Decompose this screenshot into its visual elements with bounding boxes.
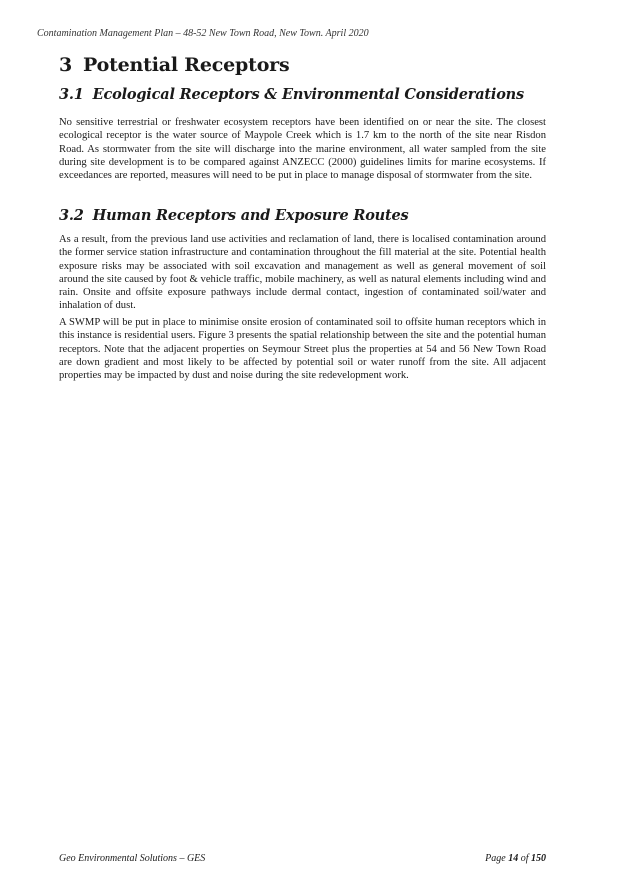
page-current: 14 bbox=[508, 853, 519, 864]
footer-company: Geo Environmental Solutions – GES bbox=[59, 853, 206, 864]
subsection-heading-3-2 bbox=[59, 207, 409, 224]
section-heading bbox=[59, 54, 289, 76]
page-number bbox=[485, 853, 546, 864]
subsection-title: Human Receptors and Exposure Routes bbox=[92, 207, 409, 224]
section-title: Potential Receptors bbox=[83, 54, 290, 76]
paragraph-ecological: No sensitive terrestrial or freshwater ecosystem receptors have been identified on or near the site. The closest ecological receptor is the water source of Maypole Creek which is 1.7 km to the north of the site near Risdon Road. As stormwater from the site will discharge into the marine environment, all water sampled from the site during site development is to be compared against ANZECC (2000) guidelines limits for marine ecosystems. If exceedances are reported, measures will need to be put in place to manage disposal of stormwater from the site. bbox=[59, 117, 546, 182]
subsection-number: 3.1 bbox=[59, 86, 84, 103]
subsection-number: 3.2 bbox=[59, 207, 84, 224]
page-prefix: Page bbox=[485, 853, 506, 864]
subsection-title: Ecological Receptors & Environmental Considerations bbox=[92, 86, 524, 103]
section-number: 3 bbox=[59, 54, 73, 76]
page-of: of bbox=[520, 853, 529, 864]
paragraph-swmp: A SWMP will be put in place to minimise onsite erosion of contaminated soil to offsite human receptors which in this instance is residential users. Figure 3 presents the spatial relationship between the site and the potential human receptors. Note that the adjacent properties on Seymour Street plus the properties at 54 and 56 New Town Road are down gradient and most likely to be affected by potential soil or water runoff from the site. All adjacent properties may be impacted by dust and noise during the site redevelopment work. bbox=[59, 317, 546, 382]
subsection-heading-3-1 bbox=[59, 86, 524, 103]
page-total: 150 bbox=[531, 853, 546, 864]
paragraph-human-receptors: As a result, from the previous land use activities and reclamation of land, there is localised contamination around the former service station infrastructure and contamination throughout the fill material at the site. Potential health exposure risks may be associated with soil excavation and management as well as general movement of soil around the site caused by foot & vehicle traffic, mobile machinery, as well as natural elements including wind and rain. Onsite and offsite exposure pathways include dermal contact, ingestion of contaminated soil/water and inhalation of dust. bbox=[59, 234, 546, 312]
page-header: Contamination Management Plan – 48-52 New Town Road, New Town. April 2020 bbox=[37, 28, 369, 39]
